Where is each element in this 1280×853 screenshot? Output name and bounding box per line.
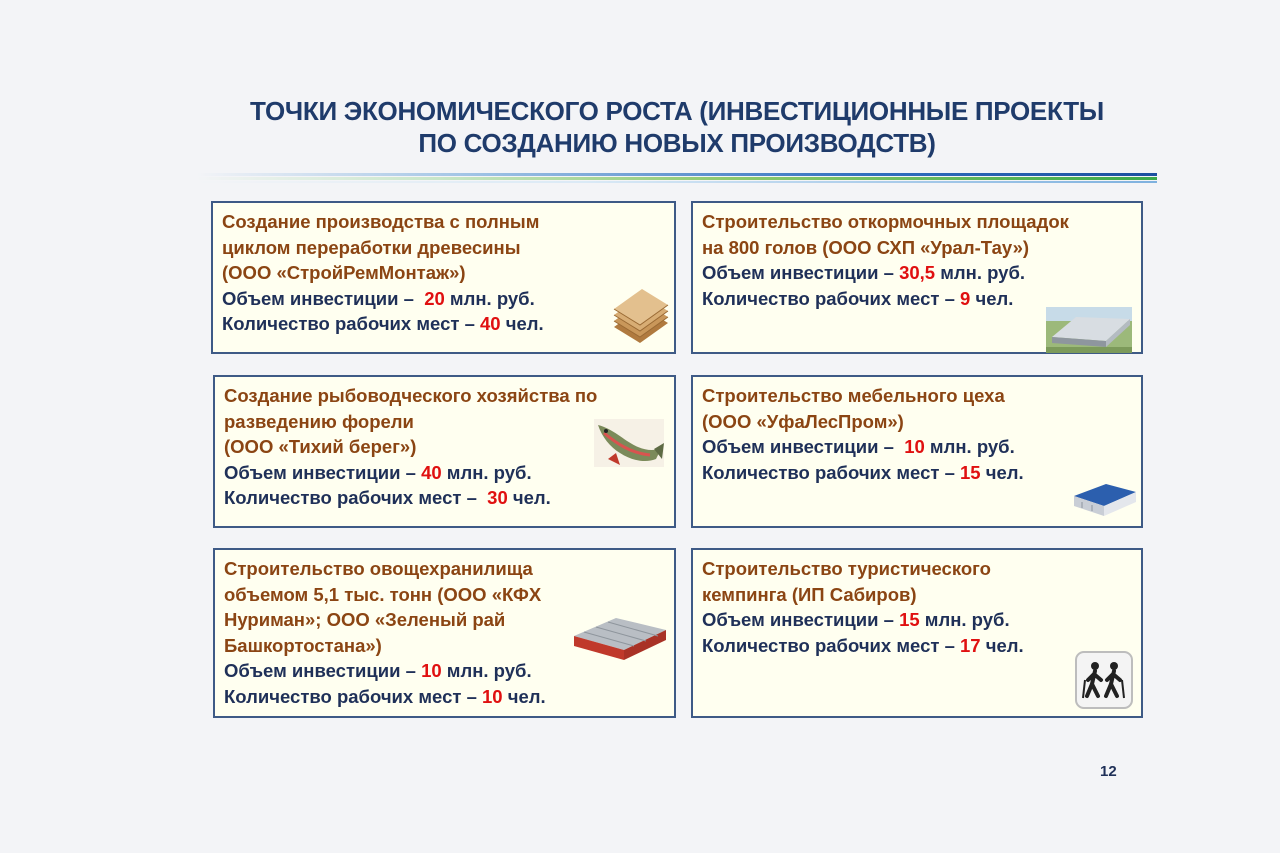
jobs-line: Количество рабочих мест – 15 чел. bbox=[702, 461, 1024, 483]
project-name-line: разведению форели bbox=[224, 410, 414, 432]
project-name-line: Создание рыбоводческого хозяйства по bbox=[224, 385, 598, 406]
investment-line: Объем инвестиции – 30,5 млн. руб. bbox=[702, 262, 1026, 283]
project-name-line: на 800 голов (ООО СХП «Урал-Тау») bbox=[702, 236, 1030, 258]
investment-line: Объем инвестиции – 20 млн. руб. bbox=[222, 287, 535, 309]
jobs-line: Количество рабочих мест – 10 чел. bbox=[224, 685, 546, 707]
livestock-barn-image bbox=[1046, 307, 1132, 353]
investment-value: 10 bbox=[904, 436, 925, 457]
project-name-line: Создание производства с полным bbox=[222, 211, 540, 232]
jobs-value: 17 bbox=[960, 634, 981, 656]
project-name-line: кемпинга (ИП Сабиров) bbox=[702, 583, 917, 605]
slide-title bbox=[197, 95, 1157, 159]
investment-value: 30,5 bbox=[899, 262, 936, 283]
slide-title-line-1: ТОЧКИ ЭКОНОМИЧЕСКОГО РОСТА (ИНВЕСТИЦИОННЫЕ ПРОЕКТЫ bbox=[250, 96, 1104, 126]
investment-line: Объем инвестиции – 40 млн. руб. bbox=[224, 461, 532, 483]
investment-value: 40 bbox=[421, 461, 442, 483]
jobs-value: 9 bbox=[960, 287, 971, 309]
investment-value: 15 bbox=[899, 609, 920, 630]
investment-value: 20 bbox=[424, 287, 445, 309]
project-card-wood-processing bbox=[211, 201, 676, 354]
trout-fish-image bbox=[594, 419, 664, 467]
jobs-line: Количество рабочих мест – 40 чел. bbox=[222, 313, 544, 334]
title-divider-blue bbox=[197, 173, 1157, 176]
title-divider-light bbox=[197, 181, 1157, 183]
project-name-line: (ООО «Тихий берег») bbox=[224, 436, 417, 457]
jobs-value: 10 bbox=[482, 685, 503, 707]
jobs-line: Количество рабочих мест – 30 чел. bbox=[224, 487, 551, 508]
title-divider-green bbox=[197, 177, 1157, 180]
jobs-line: Количество рабочих мест – 17 чел. bbox=[702, 634, 1024, 656]
investment-line: Объем инвестиции – 10 млн. руб. bbox=[702, 436, 1015, 457]
jobs-value: 40 bbox=[480, 313, 501, 334]
plywood-sheets-image bbox=[610, 287, 670, 345]
investment-value: 10 bbox=[421, 660, 442, 681]
vegetable-storage-building-image bbox=[570, 606, 668, 664]
page-number: 12 bbox=[1100, 763, 1117, 780]
hikers-icon bbox=[1074, 650, 1134, 710]
slide-title-line-2: ПО СОЗДАНИЮ НОВЫХ ПРОИЗВОДСТВ) bbox=[418, 128, 936, 158]
workshop-building-image bbox=[1072, 478, 1138, 518]
investment-line: Объем инвестиции – 15 млн. руб. bbox=[702, 609, 1010, 630]
project-name-line: Нуриман»; ООО «Зеленый рай bbox=[224, 609, 506, 630]
project-name-line: Башкортостана») bbox=[224, 634, 382, 656]
jobs-value: 15 bbox=[960, 461, 981, 483]
project-name-line: (ООО «СтройРемМонтаж») bbox=[222, 262, 466, 283]
project-name-line: Строительство мебельного цеха bbox=[702, 385, 1005, 406]
project-name-line: Строительство туристического bbox=[702, 558, 991, 579]
jobs-value: 30 bbox=[487, 487, 508, 508]
project-name-line: Строительство откормочных площадок bbox=[702, 211, 1069, 232]
project-name-line: (ООО «УфаЛесПром») bbox=[702, 410, 904, 432]
jobs-line: Количество рабочих мест – 9 чел. bbox=[702, 287, 1014, 309]
investment-line: Объем инвестиции – 10 млн. руб. bbox=[224, 660, 532, 681]
project-name-line: Строительство овощехранилища bbox=[224, 558, 533, 579]
project-name-line: объемом 5,1 тыс. тонн (ООО «КФХ bbox=[224, 583, 542, 605]
project-name-line: циклом переработки древесины bbox=[222, 236, 521, 258]
